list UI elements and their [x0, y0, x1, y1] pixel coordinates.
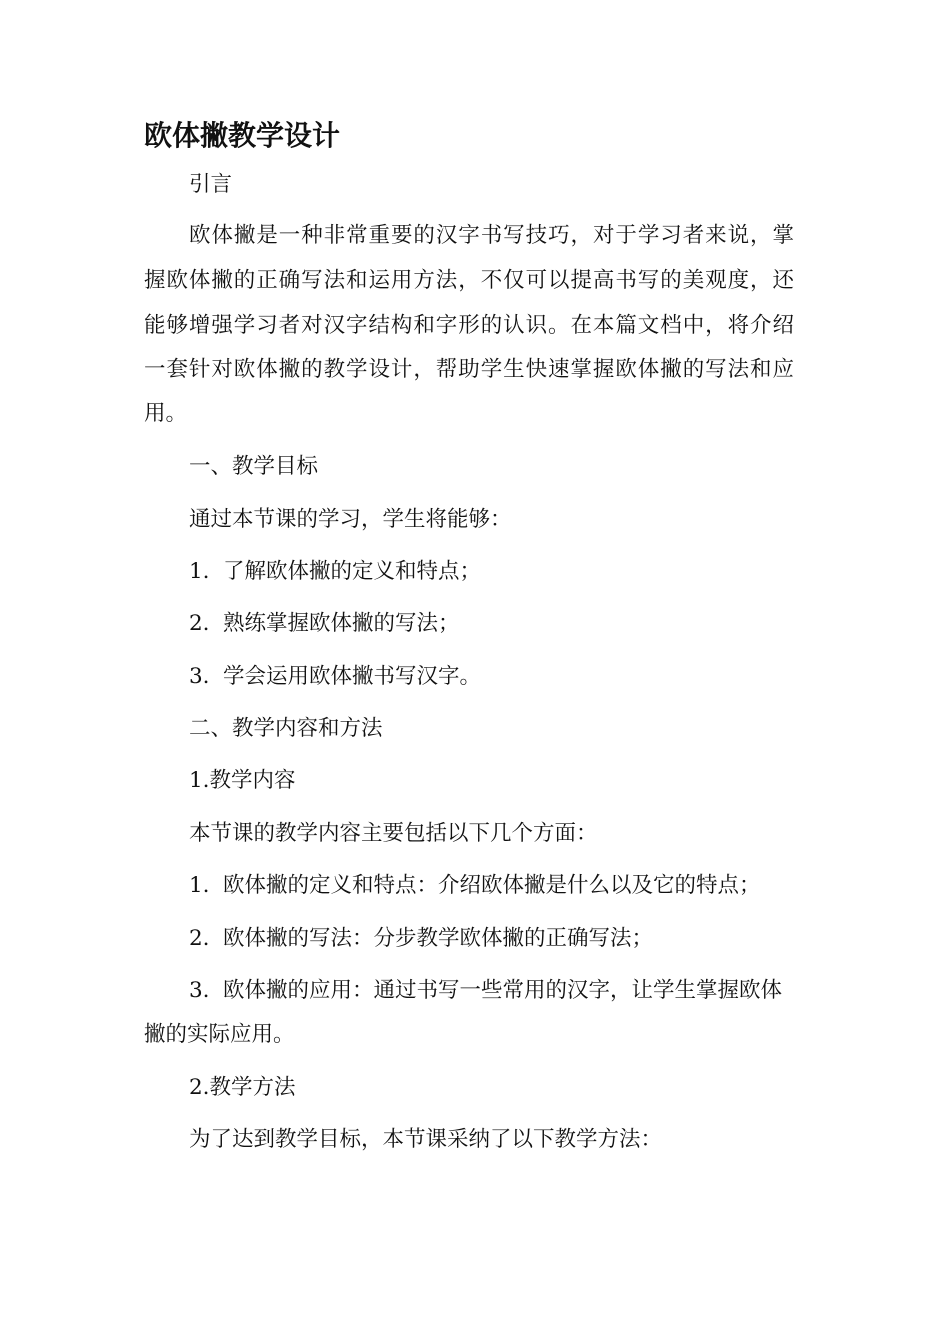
- list-item-text: 了解欧体撇的定义和特点；: [223, 559, 482, 584]
- intro-line-4: 一套针对欧体撇的教学设计，帮助学生快速掌握欧体撇的写法和应: [144, 357, 794, 382]
- intro-line-3: 能够增强学习者对汉字结构和字形的认识。在本篇文档中，将介绍: [144, 313, 794, 338]
- list-item-number: 1.: [189, 873, 210, 898]
- list-item: [189, 924, 653, 954]
- section2-sub1-lead: 本节课的教学内容主要包括以下几个方面：: [189, 821, 598, 846]
- list-item-text: 欧体撇的定义和特点：介绍欧体撇是什么以及它的特点；: [223, 873, 761, 898]
- section2-sub2-lead: 为了达到教学目标，本节课采纳了以下教学方法：: [189, 1127, 663, 1152]
- list-item-continuation: 撇的实际应用。: [144, 1022, 295, 1047]
- list-item-text: 熟练掌握欧体撇的写法；: [223, 611, 460, 636]
- list-item: [189, 976, 782, 1006]
- list-item-text: 学会运用欧体撇书写汉字。: [223, 664, 482, 689]
- section1-heading: 一、教学目标: [189, 454, 319, 479]
- intro-line-1: 欧体撇是一种非常重要的汉字书写技巧，对于学习者来说，掌: [189, 223, 794, 248]
- list-item-text: 欧体撇的应用：通过书写一些常用的汉字，让学生掌握欧体: [223, 978, 783, 1003]
- list-item-number: 3.: [189, 978, 210, 1003]
- list-item: [189, 557, 481, 587]
- list-item-number: 3.: [189, 664, 210, 689]
- document-title: 欧体撇教学设计: [144, 119, 341, 152]
- section2-sub2-heading: 2.教学方法: [189, 1075, 296, 1100]
- section1-lead: 通过本节课的学习，学生将能够：: [189, 507, 512, 532]
- section2-heading: 二、教学内容和方法: [189, 716, 383, 741]
- intro-line-5: 用。: [144, 401, 188, 426]
- section2-sub1-heading: 1.教学内容: [189, 768, 296, 793]
- list-item-number: 2.: [189, 611, 210, 636]
- list-item: [189, 662, 481, 692]
- intro-line-2: 握欧体撇的正确写法和运用方法，不仅可以提高书写的美观度，还: [144, 268, 794, 293]
- list-item-number: 1.: [189, 559, 210, 584]
- list-item-number: 2.: [189, 926, 210, 951]
- list-item: [189, 609, 460, 639]
- intro-heading: 引言: [189, 172, 233, 197]
- list-item: [189, 871, 761, 901]
- list-item-text: 欧体撇的写法：分步教学欧体撇的正确写法；: [223, 926, 654, 951]
